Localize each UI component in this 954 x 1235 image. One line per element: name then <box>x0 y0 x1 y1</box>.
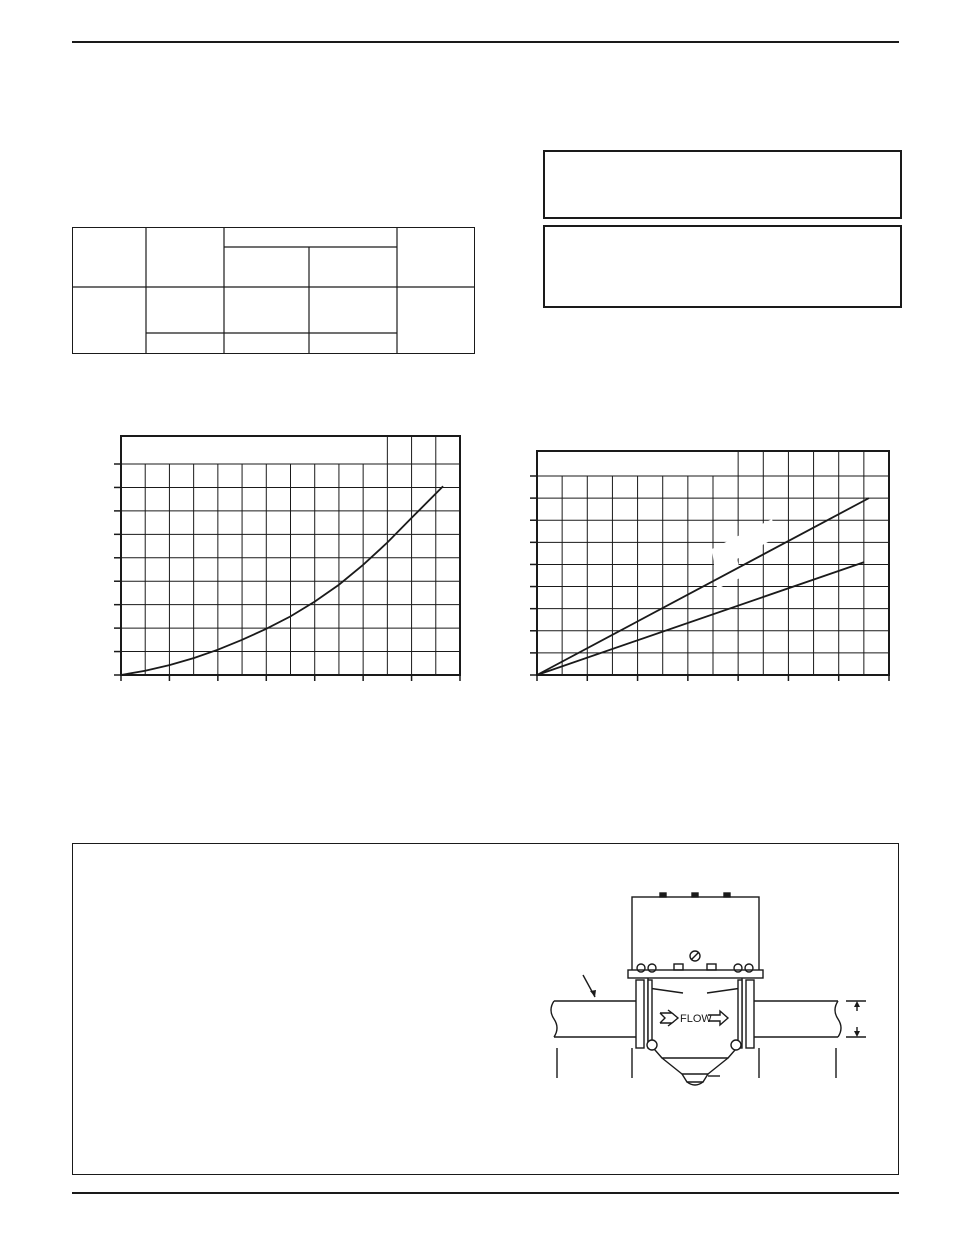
chart-right <box>532 449 890 679</box>
flow-label: FLOW <box>680 1013 712 1025</box>
note-box-bottom <box>543 225 902 308</box>
housing-terminal-2 <box>692 893 698 897</box>
note-box-top <box>543 150 902 219</box>
flange-plate <box>628 970 763 978</box>
actuator-housing <box>632 897 759 971</box>
drain-fitting <box>682 1074 708 1082</box>
left-bolt <box>636 980 644 1048</box>
housing-terminal-1 <box>660 893 666 897</box>
flow-arrow-left-icon <box>660 1010 678 1026</box>
chart-left <box>112 434 457 679</box>
right-bolt <box>746 980 754 1048</box>
installation-diagram <box>540 880 900 1100</box>
header-rule <box>72 41 899 43</box>
footer-rule <box>72 1192 899 1194</box>
spec-table-grid <box>72 227 475 354</box>
left-pipe <box>554 1001 636 1037</box>
right-pipe <box>754 1001 838 1037</box>
spec-table <box>72 227 475 354</box>
housing-terminal-3 <box>724 893 730 897</box>
